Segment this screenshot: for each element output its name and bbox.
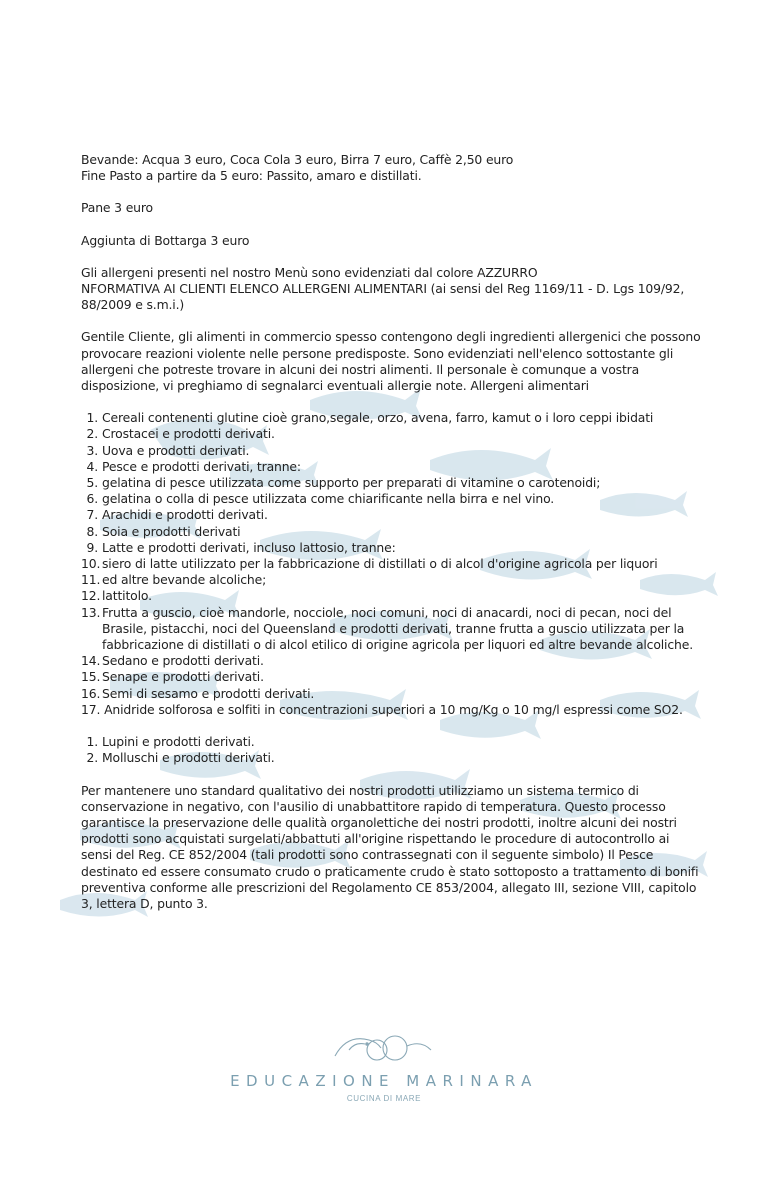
document-body <box>81 152 701 912</box>
list-item: 11. ed altre bevande alcoliche; <box>81 572 267 588</box>
list-item: 5. gelatina di pesce utilizzata come supporto per preparati di vitamine o carotenoidi; <box>86 475 601 491</box>
list-item: 8. Soia e prodotti derivati <box>86 523 241 539</box>
brand-tagline: CUCINA DI MARE <box>346 1094 422 1103</box>
allergen-intro: Gentile Cliente, gli alimenti in commercio spesso contengono degli ingredienti allergenici che possono provocare reazioni violente nelle persone predisposte. Sono evidenziati nell'elenco sottostante gli allergeni che potreste trovare in alcuni dei nostri alimenti. Il personale è comunque a vostra disposizione, vi preghiamo di segnalarci eventuali allergie note. Allergeni alimentari <box>81 329 701 394</box>
list-item: 1. Lupini e prodotti derivati. <box>86 734 255 750</box>
list-item: 13. Frutta a guscio, cioè mandorle, nocciole, noci comuni, noci di anacardi, noci di pecan, noci del Brasile, pistacchi, noci del Queensland e prodotti derivati, tranne frutta a guscio utilizzata per la fabbricazione di distillati o di alcol etilico di origine agricola per liquori ed altre bevande alcoliche. <box>81 604 693 653</box>
brand-name: EDUCAZIONE MARINARA <box>230 1072 538 1090</box>
list-item: 10. siero di latte utilizzato per la fabbricazione di distillati o di alcol d'origine agricola per liquori <box>81 556 658 572</box>
allergen-list-extra <box>81 734 701 766</box>
list-item: 14. Sedano e prodotti derivati. <box>81 653 264 669</box>
fish-logo-icon <box>329 1030 439 1064</box>
brand-logo <box>0 1030 768 1103</box>
list-item: 9. Latte e prodotti derivati, incluso lattosio, tranne: <box>86 539 396 555</box>
list-item: 2. Molluschi e prodotti derivati. <box>86 750 275 766</box>
drinks-line: Bevande: Acqua 3 euro, Coca Cola 3 euro, Birra 7 euro, Caffè 2,50 euro <box>81 152 514 167</box>
list-item: 1. Cereali contenenti glutine cioè grano,segale, orzo, avena, farro, kamut o i loro ceppi ibidati <box>86 410 654 426</box>
conservation-paragraph: Per mantenere uno standard qualitativo dei nostri prodotti utilizziamo un sistema termico di conservazione in negativo, con l'ausilio di unabbattitore rapido di temperatura. Questo processo garantisce la preservazione delle qualità organolettiche dei nostri prodotti, inoltre alcuni dei nostri prodotti sono acquistati surgelati/abbattuti all'origine rispettando le procedure di autocontrollo ai sensi del Reg. CE 852/2004 (tali prodotti sono contrassegnati con il seguente simbolo) Il Pesce destinato ed essere consumato crudo o praticamente crudo è stato sottoposto a trattamento di bonifi preventiva conforme alle prescrizioni del Regolamento CE 853/2004, allegato III, sezione VIII, capitolo 3, lettera D, punto 3. <box>81 782 699 911</box>
regulation-title: NFORMATIVA AI CLIENTI ELENCO ALLERGENI ALIMENTARI (ai sensi del Reg 1169/11 - D. Lgs 109/92, 88/2009 e s.m.i.) <box>81 281 685 313</box>
list-item: 15. Senape e prodotti derivati. <box>81 669 264 685</box>
list-item: 7. Arachidi e prodotti derivati. <box>86 507 268 523</box>
allergen-highlight-note: Gli allergeni presenti nel nostro Menù sono evidenziati dal colore AZZURRO <box>81 264 538 280</box>
list-item: 6. gelatina o colla di pesce utilizzata come chiarificante nella birra e nel vino. <box>86 491 555 507</box>
list-item: 2. Crostacei e prodotti derivati. <box>86 426 275 442</box>
bread-line: Pane 3 euro <box>81 200 153 216</box>
allergen-list <box>81 410 701 702</box>
after-meal-line: Fine Pasto a partire da 5 euro: Passito, amaro e distillati. <box>81 168 422 184</box>
list-item-17: 17. Anidride solforosa e solfiti in concentrazioni superiori a 10 mg/Kg o 10 mg/l espressi come SO2. <box>81 701 683 717</box>
bottarga-line: Aggiunta di Bottarga 3 euro <box>81 232 250 248</box>
list-item: 3. Uova e prodotti derivati. <box>86 442 250 458</box>
list-item: 12. lattitolo. <box>81 588 152 604</box>
list-item: 4. Pesce e prodotti derivati, tranne: <box>86 458 301 474</box>
list-item: 16. Semi di sesamo e prodotti derivati. <box>81 685 315 701</box>
